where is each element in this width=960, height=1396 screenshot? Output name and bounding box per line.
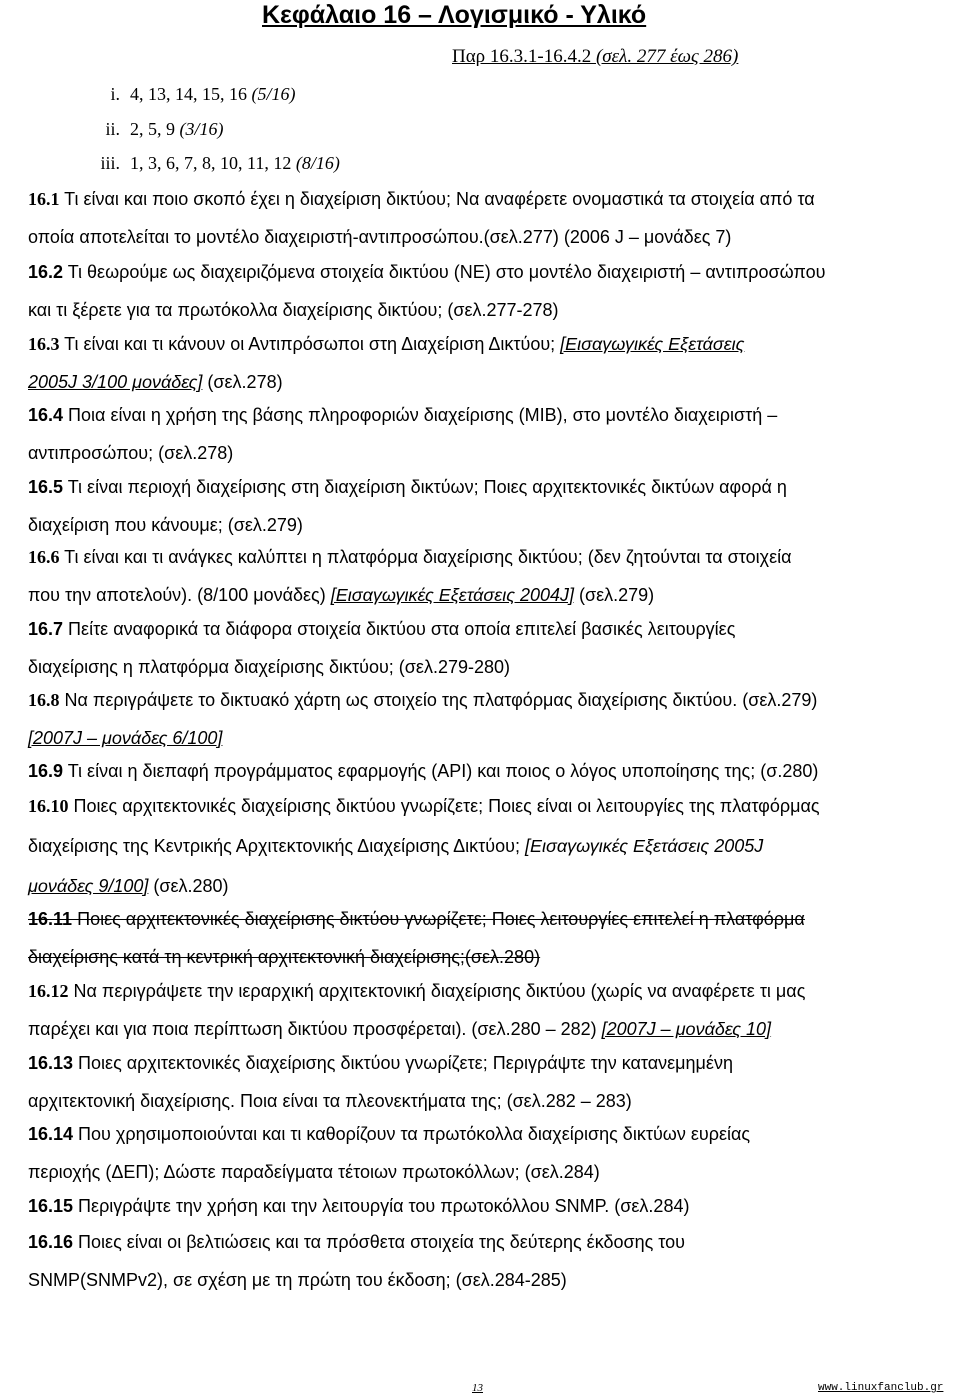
question-number: 16.1 — [28, 189, 60, 209]
page-title: Κεφάλαιο 16 – Λογισμικό - Υλικό — [262, 1, 647, 29]
group-roman: i. — [110, 84, 120, 104]
group-items: 2, 5, 9 (3/16) — [130, 119, 224, 139]
subtitle-pages: (σελ. 277 έως 286) — [595, 46, 739, 67]
question-number: 16.7 — [28, 619, 64, 639]
footer-page-number: 13 — [472, 1382, 483, 1394]
question-number: 16.5 — [28, 477, 64, 497]
question-16-5: 16.5 Τι είναι περιοχή διαχείρισης στη διαχείριση δικτύων; Ποιες αρχιτεκτονικές δικτύων αφορά η διαχείριση που κάνουμε; (σελ.279) — [28, 477, 787, 535]
group-roman: ii. — [105, 119, 120, 139]
question-number: 16.8 — [28, 690, 60, 710]
question-number: 16.14 — [28, 1124, 74, 1144]
question-number: 16.15 — [28, 1196, 74, 1216]
question-16-15: 16.15 Περιγράψτε την χρήση και την λειτουργία του πρωτοκόλλου SNMP. (σελ.284) — [28, 1196, 690, 1216]
question-number: 16.11 — [28, 909, 73, 929]
question-16-12: 16.12 Να περιγράψετε την ιεραρχική αρχιτεκτονική διαχείρισης δικτύου (χωρίς να αναφέρετε τι μας παρέχει και για ποια περίπτωση δικτύου προσφέρεται). (σελ.280 – 282) [2007J – μονάδες 10] — [28, 981, 806, 1039]
question-16-2: 16.2 Τι θεωρούμε ως διαχειριζόμενα στοιχεία δικτύου (ΝΕ) στο μοντέλο διαχειριστή – αντιπροσώπου και τι ξέρετε για τα πρωτόκολλα διαχείρισης δικτύου; (σελ.277-278) — [28, 262, 826, 320]
question-16-10: 16.10 Ποιες αρχιτεκτονικές διαχείρισης δικτύου γνωρίζετε; Ποιες είναι οι λειτουργίες της πλατφόρμας διαχείρισης της Κεντρικής Αρχιτεκτονικής Διαχείρισης Δικτύου; [Εισαγωγικές Εξετάσεις 2005J μονάδες 9/100] (σελ.280) — [28, 796, 820, 896]
question-16-4: 16.4 Ποια είναι η χρήση της βάσης πληροφοριών διαχείρισης (MIB), στο μοντέλο διαχειριστή – αντιπροσώπου; (σελ.278) — [28, 405, 778, 463]
question-number: 16.4 — [28, 405, 64, 425]
question-number: 16.16 — [28, 1232, 74, 1252]
question-16-13: 16.13 Ποιες αρχιτεκτονικές διαχείρισης δικτύου γνωρίζετε; Περιγράψτε την κατανεμημένη αρχιτεκτονική διαχείρισης. Ποια είναι τα πλεονεκτήματα της; (σελ.282 – 283) — [28, 1053, 733, 1111]
question-16-1: 16.1 Τι είναι και ποιο σκοπό έχει η διαχείριση δικτύου; Να αναφέρετε ονομαστικά τα στοιχεία από τα οποία αποτελείται το μοντέλο διαχειριστή-αντιπροσώπου.(σελ.277) (2006 J – μονάδες 7) — [28, 189, 815, 247]
question-16-3: 16.3 Τι είναι και τι κάνουν οι Αντιπρόσωποι στη Διαχείριση Δικτύου; [Εισαγωγικές Εξετάσεις 2005J 3/100 μονάδες] (σελ.278) — [28, 334, 745, 392]
question-number: 16.13 — [28, 1053, 74, 1073]
group-items: 1, 3, 6, 7, 8, 10, 11, 12 (8/16) — [130, 153, 340, 173]
question-number: 16.10 — [28, 796, 69, 816]
question-number: 16.9 — [28, 761, 64, 781]
group-items: 4, 13, 14, 15, 16 (5/16) — [130, 84, 296, 104]
group-roman: iii. — [100, 153, 120, 173]
question-16-16: 16.16 Ποιες είναι οι βελτιώσεις και τα πρόσθετα στοιχεία της δεύτερης έκδοσης του SNMP(SNMPv2), σε σχέση με τη πρώτη του έκδοση; (σελ.284-285) — [28, 1232, 686, 1290]
question-number: 16.6 — [28, 547, 60, 567]
question-number: 16.2 — [28, 262, 64, 282]
question-number: 16.12 — [28, 981, 69, 1001]
footer-site-link[interactable]: www.linuxfanclub.gr — [818, 1382, 944, 1394]
question-16-6: 16.6 Τι είναι και τι ανάγκες καλύπτει η πλατφόρμα διαχείρισης δικτύου; (δεν ζητούνται τα στοιχεία που την αποτελούν). (8/100 μονάδες) [Εισαγωγικές Εξετάσεις 2004J] (σελ.279) — [28, 547, 792, 605]
question-16-9: 16.9 Τι είναι η διεπαφή προγράμματος εφαρμογής (API) και ποιος ο λόγος υποποίησης της; (σ.280) — [28, 761, 819, 781]
page-subtitle — [452, 46, 738, 68]
question-16-14: 16.14 Που χρησιμοποιούνται και τι καθορίζουν τα πρωτόκολλα διαχείρισης δικτύων ευρείας περιοχής (ΔΕΠ); Δώστε παραδείγματα τέτοιων πρωτοκόλλων; (σελ.284) — [28, 1124, 751, 1182]
question-16-11: 16.11 Ποιες αρχιτεκτονικές διαχείρισης δικτύου γνωρίζετε; Ποιες λειτουργίες επιτελεί η πλατφόρμα διαχείρισης κατά τη κεντρική αρχιτεκτονική διαχείρισης;(σελ.280) — [28, 909, 805, 967]
question-number: 16.3 — [28, 334, 60, 354]
subtitle-prefix: Παρ 16.3.1-16.4.2 — [452, 46, 596, 67]
question-16-8: 16.8 Να περιγράψετε το δικτυακό χάρτη ως στοιχείο της πλατφόρμας διαχείρισης δικτύου. (σελ.279) [2007J – μονάδες 6/100] — [28, 690, 818, 748]
question-16-7: 16.7 Πείτε αναφορικά τα διάφορα στοιχεία δικτύου στα οποία επιτελεί βασικές λειτουργίες διαχείρισης η πλατφόρμα διαχείρισης δικτύου; (σελ.279-280) — [28, 619, 736, 677]
